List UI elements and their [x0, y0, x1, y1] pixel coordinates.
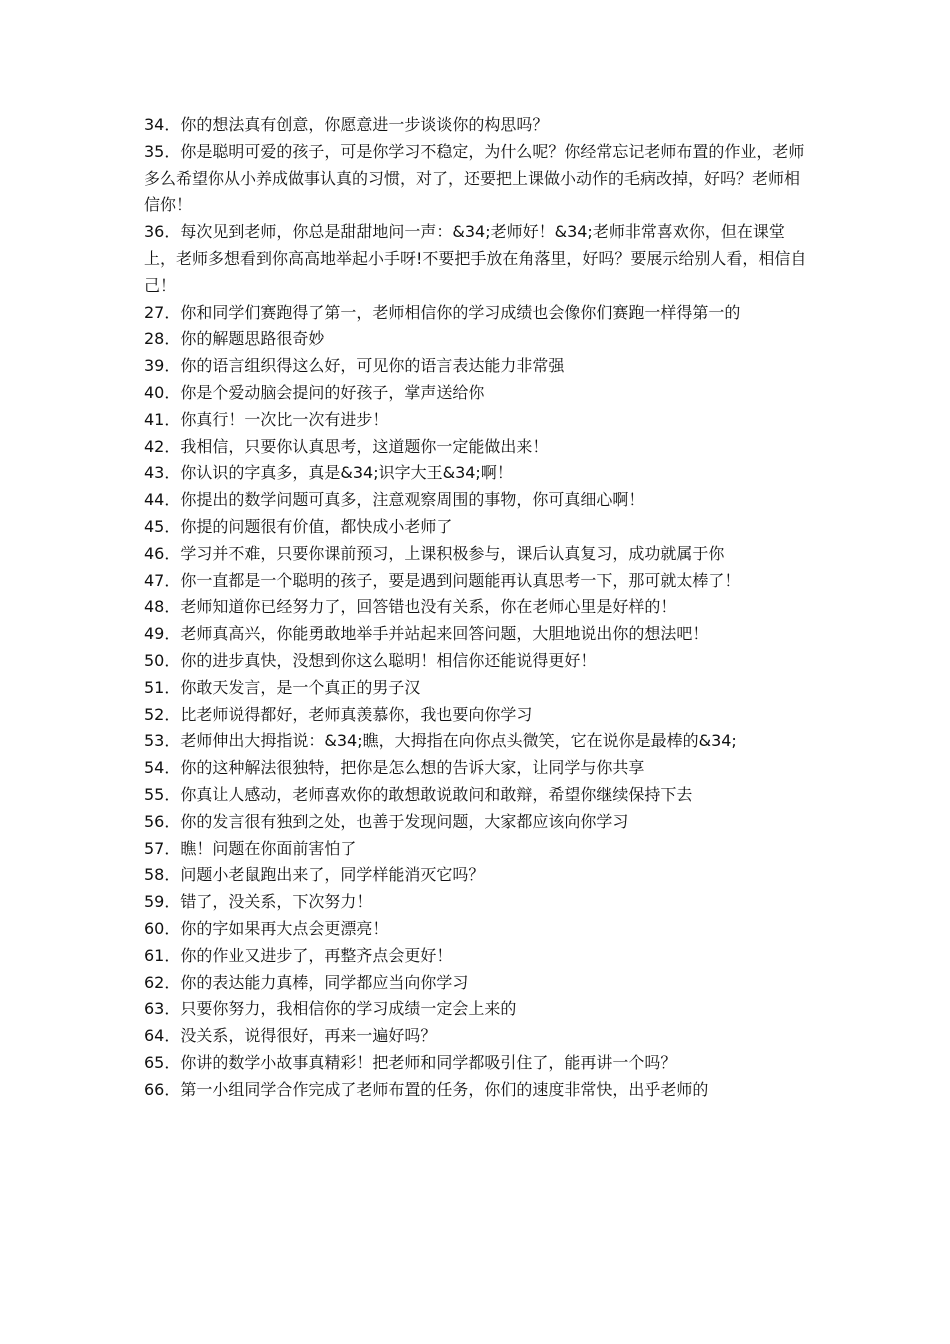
list-item: 50．你的进步真快，没想到你这么聪明！相信你还能说得更好！ — [144, 650, 597, 670]
list-item: 34．你的想法真有创意，你愿意进一步谈谈你的构思吗？ — [144, 115, 549, 134]
list-item: 66．第一小组同学合作完成了老师布置的任务，你们的速度非常快，出乎老师的 — [144, 1079, 709, 1099]
list-item: 49．老师真高兴，你能勇敢地举手并站起来回答问题，大胆地说出你的想法吧！ — [144, 624, 709, 644]
list-item: 62．你的表达能力真棒，同学都应当向你学习 — [144, 972, 469, 992]
list-item: 63．只要你努力，我相信你的学习成绩一定会上来的 — [144, 999, 517, 1019]
list-item: 65．你讲的数学小故事真精彩！把老师和同学都吸引住了，能再讲一个吗？ — [144, 1052, 677, 1072]
list-item: 52．比老师说得都好，老师真羡慕你，我也要向你学习 — [144, 704, 533, 724]
list-item: 42．我相信，只要你认真思考，这道题你一定能做出来！ — [144, 436, 549, 456]
list-item: 44．你提出的数学问题可真多，注意观察周围的事物，你可真细心啊！ — [144, 490, 645, 510]
list-item: 47．你一直都是一个聪明的孩子，要是遇到问题能再认真思考一下，那可就太棒了！ — [144, 570, 741, 590]
list-item: 46．学习并不难，只要你课前预习，上课积极参与，课后认真复习，成功就属于你 — [144, 543, 725, 563]
list-item: 39．你的语言组织得这么好，可见你的语言表达能力非常强 — [144, 356, 565, 376]
list-item: 45．你提的问题很有价值，都快成小老师了 — [144, 516, 453, 536]
list-item: 57．瞧！问题在你面前害怕了 — [144, 838, 357, 858]
list-item: 51．你敢天发言，是一个真正的男子汉 — [144, 677, 421, 697]
list-item: 61．你的作业又进步了，再整齐点会更好！ — [144, 945, 453, 965]
list-item: 59．错了，没关系，下次努力！ — [144, 892, 373, 912]
list-item: 48．老师知道你已经努力了，回答错也没有关系，你在老师心里是好样的！ — [144, 597, 677, 617]
list-item: 27．你和同学们赛跑得了第一，老师相信你的学习成绩也会像你们赛跑一样得第一的 — [144, 302, 741, 322]
list-item: 28．你的解题思路很奇妙 — [144, 329, 325, 349]
list-item: 56．你的发言很有独到之处，也善于发现问题，大家都应该向你学习 — [144, 811, 629, 831]
list-item: 36．每次见到老师，你总是甜甜地问一声：&34;老师好！&34;老师非常喜欢你，但在课堂上，老师多想看到你高高地举起小手呀!不要把手放在角落里，好吗？要展示给别人看，相信自己！ — [144, 222, 807, 295]
list-item: 64．没关系，说得很好，再来一遍好吗？ — [144, 1026, 437, 1046]
list-item: 40．你是个爱动脑会提问的好孩子，掌声送给你 — [144, 382, 485, 402]
list-item: 54．你的这种解法很独特，把你是怎么想的告诉大家，让同学与你共享 — [144, 758, 645, 778]
list-item: 35．你是聪明可爱的孩子，可是你学习不稳定，为什么呢？你经常忘记老师布置的作业，老师多么希望你从小养成做事认真的习惯，对了，还要把上课做小动作的毛病改掉，好吗？老师相信你！ — [144, 141, 805, 215]
list-item: 60．你的字如果再大点会更漂亮！ — [144, 918, 389, 938]
list-item: 41．你真行！一次比一次有进步！ — [144, 409, 389, 429]
list-item: 43．你认识的字真多，真是&34;识字大王&34;啊！ — [144, 463, 513, 483]
list-item: 53．老师伸出大拇指说：&34;瞧，大拇指在向你点头微笑，它在说你是最棒的&34; — [144, 731, 737, 751]
list-item: 58．问题小老鼠跑出来了，同学样能消灭它吗？ — [144, 865, 485, 885]
document-page — [144, 112, 812, 1103]
list-item: 55．你真让人感动，老师喜欢你的敢想敢说敢问和敢辩，希望你继续保持下去 — [144, 784, 693, 804]
